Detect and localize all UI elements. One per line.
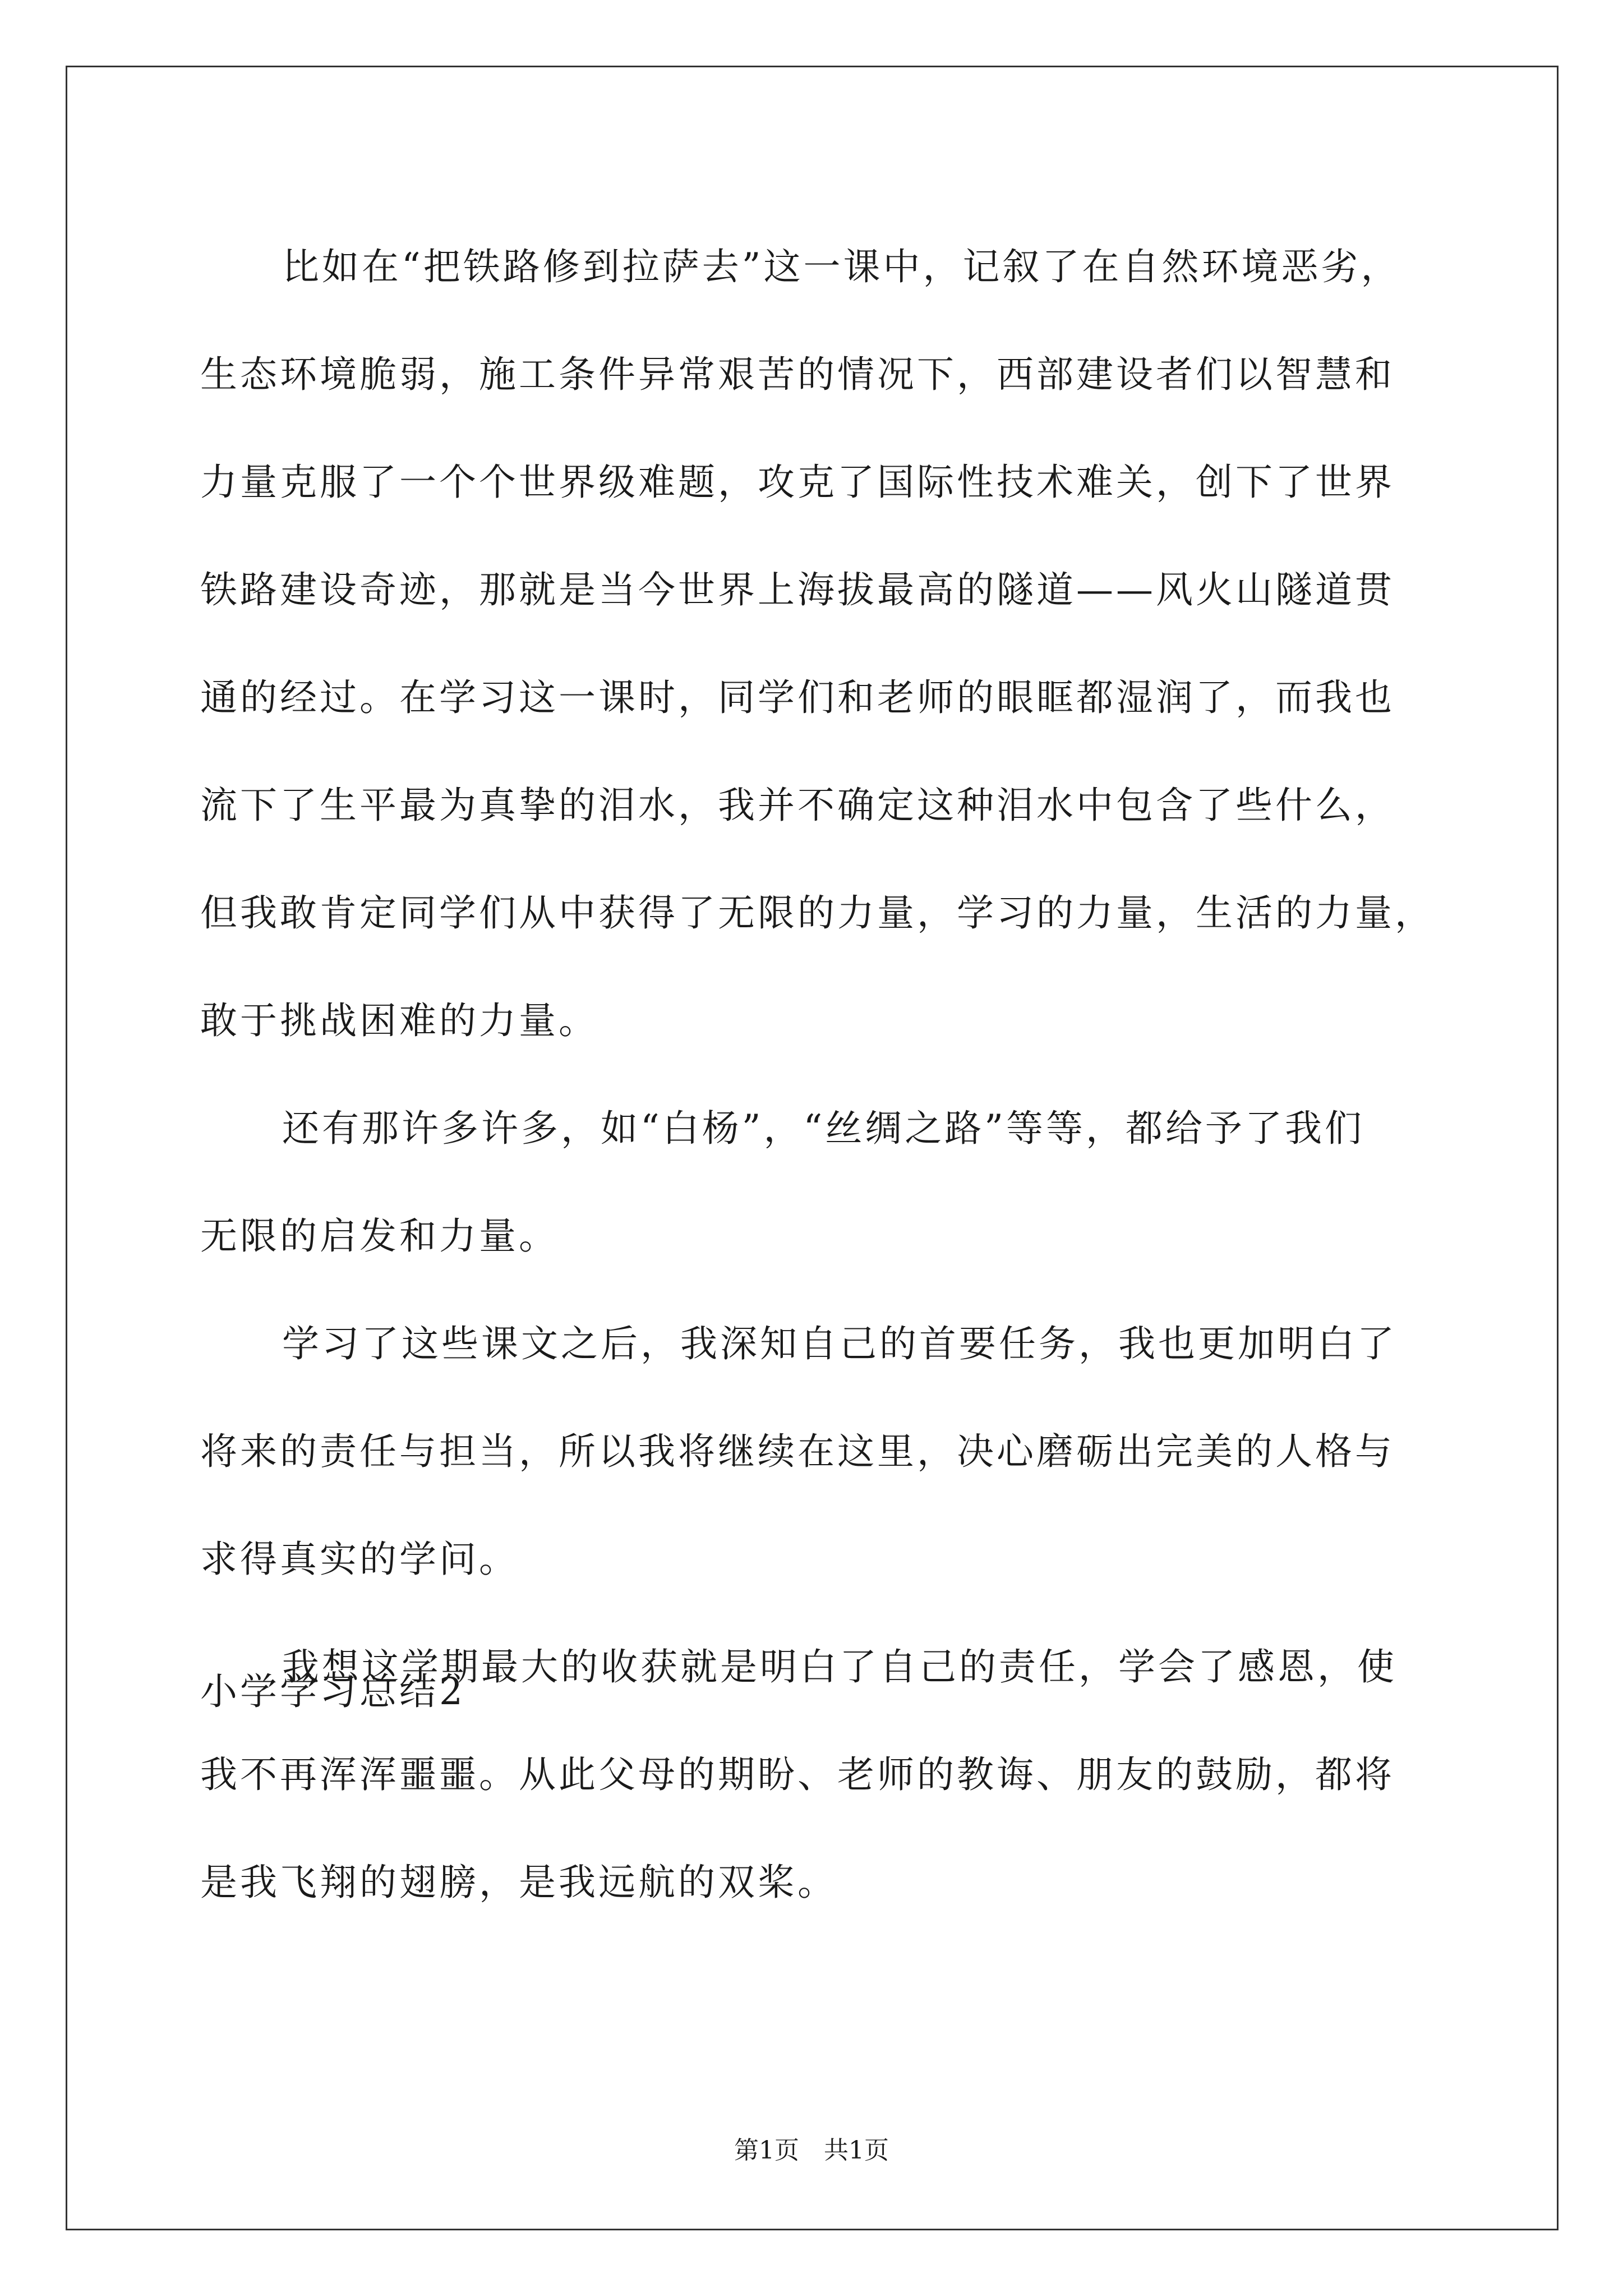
paragraph	[200, 1075, 1434, 1290]
text-line: 比如在“把铁路修到拉萨去”这一课中，记叙了在自然环境恶劣，	[282, 245, 1401, 288]
page-footer	[0, 2134, 1623, 2168]
text-line: 无限的启发和力量。	[200, 1214, 559, 1258]
page-number: 第1页	[734, 2136, 799, 2165]
text-line: 求得真实的学问。	[200, 1538, 519, 1581]
text-line: 但我敢肯定同学们从中获得了无限的力量，学习的力量，生活的力量，	[200, 891, 1435, 935]
text-line: 将来的责任与担当，所以我将继续在这里，决心磨砺出完美的人格与	[200, 1430, 1395, 1473]
text-line: 流下了生平最为真挚的泪水，我并不确定这种泪水中包含了些什么，	[200, 784, 1395, 827]
text-line: 是我飞翔的翅膀，是我远航的双桨。	[200, 1861, 837, 1904]
section-heading: 小学学习总结2	[200, 1670, 465, 1713]
text-line: 铁路建设奇迹，那就是当今世界上海拔最高的隧道——风火山隧道贯	[200, 568, 1395, 611]
text-line: 学习了这些课文之后，我深知自己的首要任务，我也更加明白了	[282, 1322, 1397, 1365]
text-line: 我想这学期最大的收获就是明白了自己的责任，学会了感恩，使	[282, 1645, 1397, 1688]
text-line: 还有那许多许多，如“白杨”，“丝绸之路”等等，都给予了我们	[282, 1107, 1364, 1150]
page-total: 共1页	[824, 2136, 889, 2165]
text-line: 生态环境脆弱，施工条件异常艰苦的情况下，西部建设者们以智慧和	[200, 353, 1395, 396]
text-line: 通的经过。在学习这一课时，同学们和老师的眼眶都湿润了，而我也	[200, 676, 1395, 719]
text-line: 敢于挑战困难的力量。	[200, 999, 598, 1042]
text-line: 我不再浑浑噩噩。从此父母的期盼、老师的教诲、朋友的鼓励，都将	[200, 1753, 1395, 1796]
text-line: 力量克服了一个个世界级难题，攻克了国际性技术难关，创下了世界	[200, 461, 1395, 504]
paragraph	[200, 213, 1434, 1075]
paragraph	[200, 1290, 1434, 1613]
